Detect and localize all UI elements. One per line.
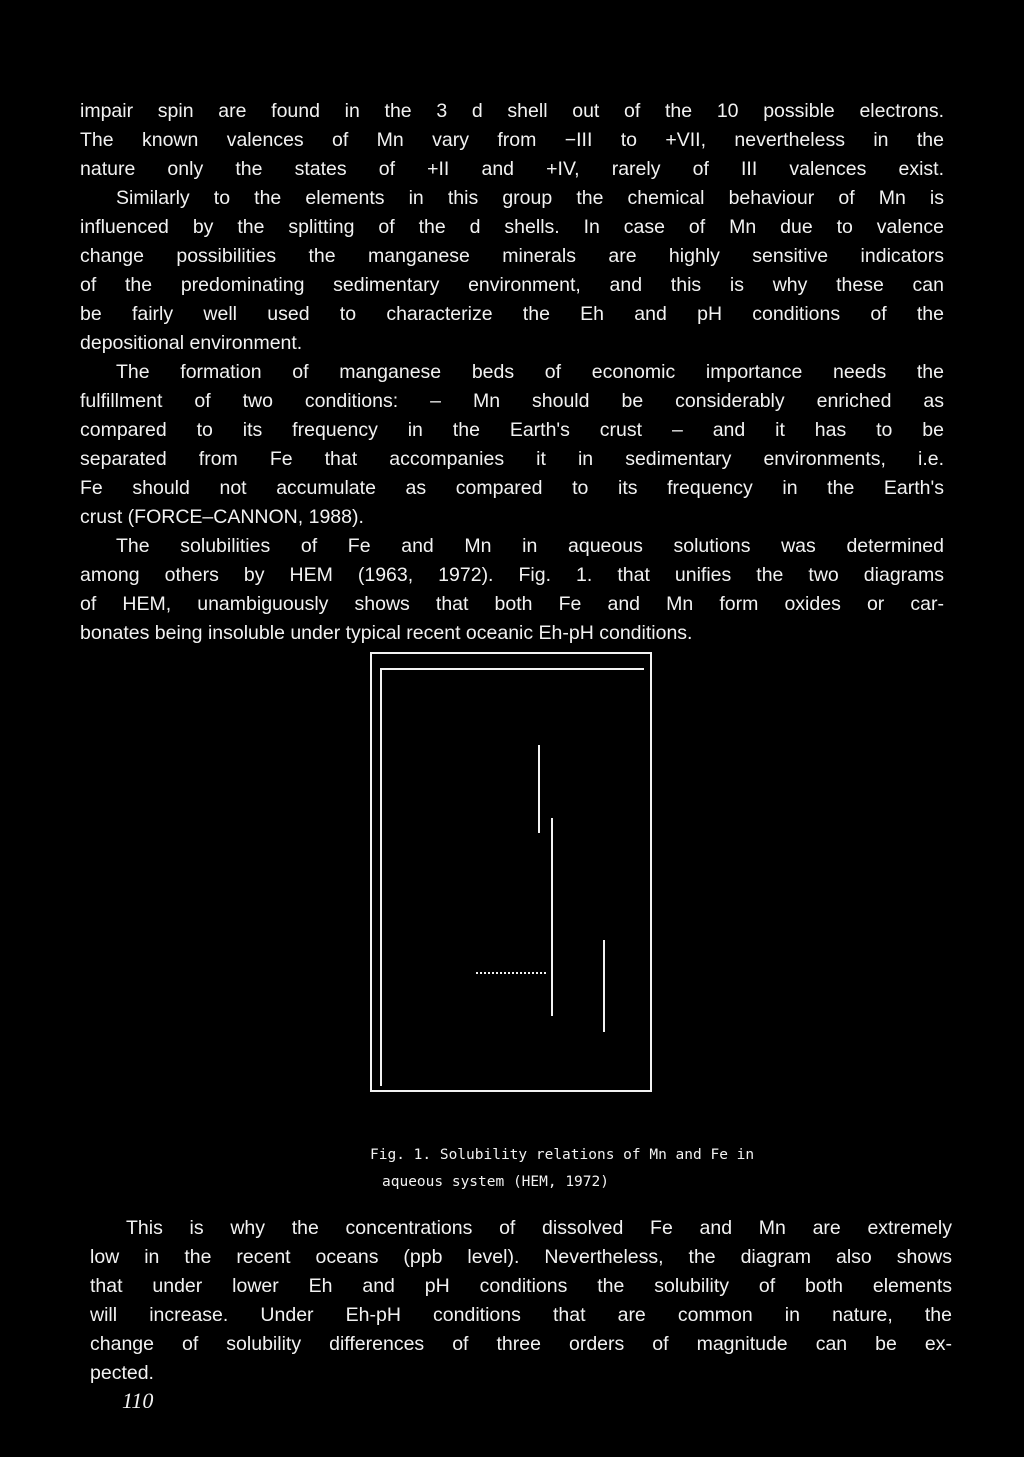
text-line: change of solubility differences of three orders of magnitude can be ex- bbox=[90, 1333, 952, 1355]
text-line: nature only the states of +II and +IV, rarely of III valences exist. bbox=[80, 158, 944, 180]
figure-caption bbox=[370, 1142, 870, 1196]
text-line: low in the recent oceans (ppb level). Nevertheless, the diagram also shows bbox=[90, 1246, 952, 1268]
figure-caption-line: Fig. 1. Solubility relations of Mn and Fe in bbox=[370, 1147, 755, 1163]
text-line: The formation of manganese beds of economic importance needs the bbox=[116, 361, 944, 383]
body-text-after-figure bbox=[90, 1214, 952, 1388]
text-line: depositional environment. bbox=[80, 332, 303, 354]
text-line: be fairly well used to characterize the Eh and pH conditions of the bbox=[80, 303, 944, 325]
figure-line bbox=[551, 818, 553, 1016]
figure-line bbox=[603, 940, 605, 1032]
text-line: The solubilities of Fe and Mn in aqueous solutions was determined bbox=[116, 535, 944, 557]
text-line: will increase. Under Eh-pH conditions that are common in nature, the bbox=[90, 1304, 952, 1326]
text-line: pected. bbox=[90, 1362, 154, 1384]
text-line: change possibilities the manganese minerals are highly sensitive indicators bbox=[80, 245, 944, 267]
text-line: This is why the concentrations of dissolved Fe and Mn are extremely bbox=[126, 1217, 952, 1239]
text-line: influenced by the splitting of the d shells. In case of Mn due to valence bbox=[80, 216, 944, 238]
figure-caption-line: aqueous system (HEM, 1972) bbox=[382, 1174, 609, 1190]
text-line: The known valences of Mn vary from −III to +VII, nevertheless in the bbox=[80, 129, 944, 151]
text-line: of HEM, unambiguously shows that both Fe and Mn form oxides or car- bbox=[80, 593, 944, 615]
text-line: compared to its frequency in the Earth's crust – and it has to be bbox=[80, 419, 944, 441]
text-line: crust (FORCE–CANNON, 1988). bbox=[80, 506, 364, 528]
figure-dotted-line bbox=[476, 972, 546, 980]
text-line: impair spin are found in the 3 d shell out of the 10 possible electrons. bbox=[80, 100, 944, 122]
text-line: among others by HEM (1963, 1972). Fig. 1. that unifies the two diagrams bbox=[80, 564, 944, 586]
body-text bbox=[80, 97, 944, 648]
text-line: separated from Fe that accompanies it in sedimentary environments, i.e. bbox=[80, 448, 944, 470]
text-line: Similarly to the elements in this group the chemical behaviour of Mn is bbox=[116, 187, 944, 209]
text-line: that under lower Eh and pH conditions the solubility of both elements bbox=[90, 1275, 952, 1297]
figure-line bbox=[538, 745, 540, 833]
page-number: 110 bbox=[122, 1388, 154, 1413]
text-line: of the predominating sedimentary environment, and this is why these can bbox=[80, 274, 944, 296]
text-line: bonates being insoluble under typical recent oceanic Eh-pH conditions. bbox=[80, 622, 693, 644]
text-line: fulfillment of two conditions: – Mn should be considerably enriched as bbox=[80, 390, 944, 412]
text-line: Fe should not accumulate as compared to its frequency in the Earth's bbox=[80, 477, 944, 499]
